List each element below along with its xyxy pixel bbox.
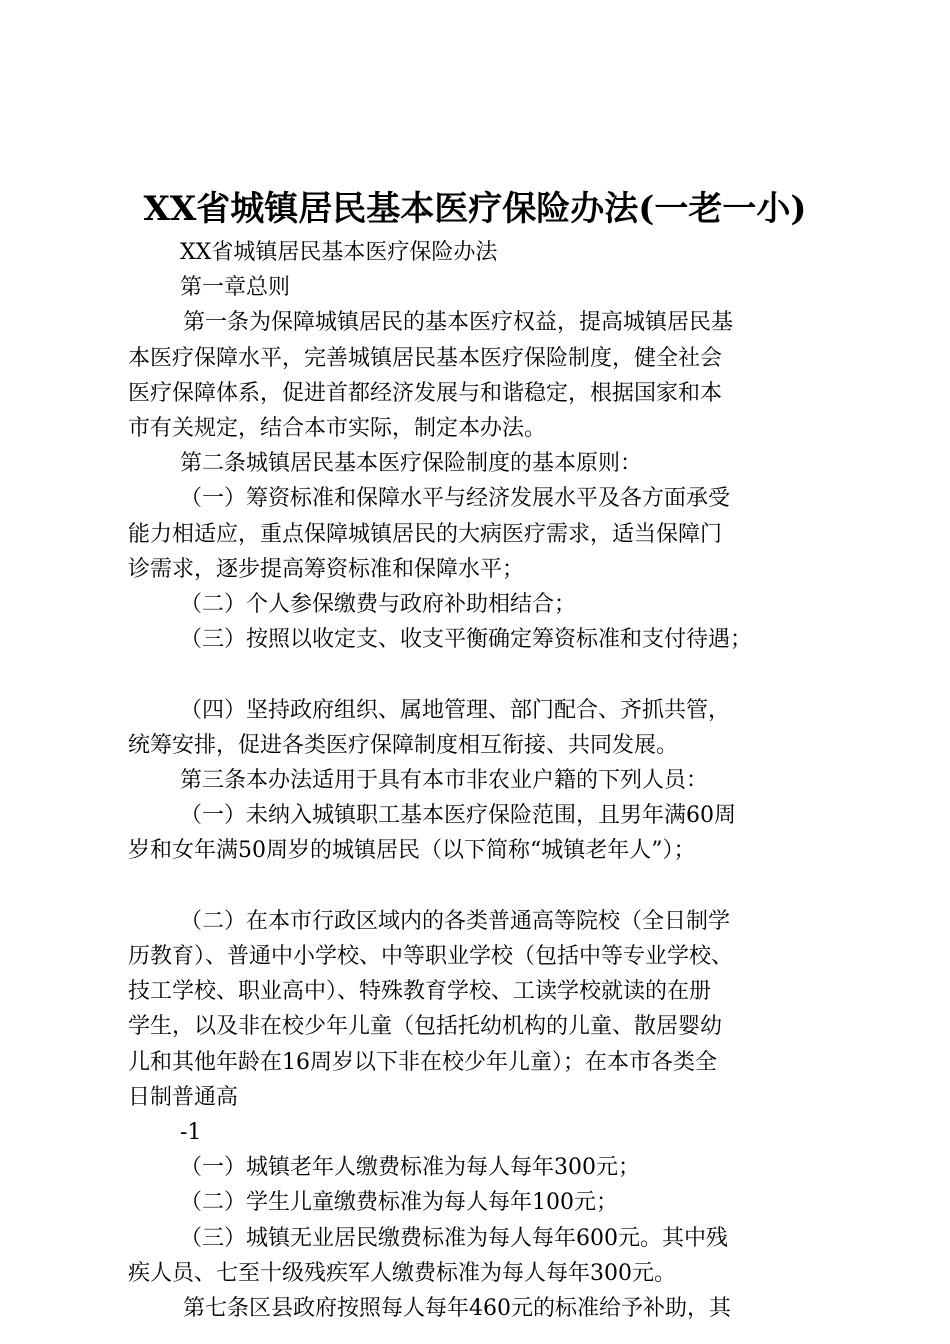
paragraph-line: （一）筹资标准和保障水平与经济发展水平及各方面承受	[180, 486, 731, 512]
paragraph-line: 历教育）、普通中小学校、中等职业学校（包括中等专业学校、	[128, 944, 734, 970]
blank-line	[128, 869, 848, 904]
paragraph-line: 第三条本办法适用于具有本市非农业户籍的下列人员：	[180, 768, 709, 794]
paragraph-line: （二）学生儿童缴费标准为每人每年100元；	[180, 1190, 618, 1216]
page-marker: -1	[180, 1120, 202, 1146]
paragraph-line: （三）按照以收定支、收支平衡确定筹资标准和支付待遇；	[180, 627, 753, 653]
paragraph-line: 第七条区县政府按照每人每年460元的标准给予补助，其	[183, 1296, 731, 1322]
document-subtitle: XX省城镇居民基本医疗保险办法	[180, 240, 498, 265]
chapter-heading: 第一章总则	[180, 275, 291, 301]
paragraph-line: 第一条为保障城镇居民的基本医疗权益，提高城镇居民基	[183, 310, 734, 336]
paragraph-line: 诊需求，逐步提高筹资标准和保障水平；	[128, 556, 525, 582]
paragraph-line: （一）城镇老年人缴费标准为每人每年300元；	[180, 1155, 640, 1181]
paragraph-line: 学生，以及非在校少年儿童（包括托幼机构的儿童、散居婴幼	[128, 1014, 723, 1040]
paragraph-line: 日制普通高	[128, 1084, 239, 1110]
paragraph-line: 儿和其他年龄在16周岁以下非在校少年儿童）；在本市各类全	[128, 1049, 717, 1075]
paragraph-line: （三）城镇无业居民缴费标准为每人每年600元。其中残	[180, 1225, 728, 1251]
paragraph-line: 医疗保障体系，促进首都经济发展与和谐稳定，根据国家和本	[128, 380, 723, 406]
paragraph-line: 本医疗保障水平，完善城镇居民基本医疗保险制度，健全社会	[128, 345, 723, 371]
paragraph-line: （二）在本市行政区域内的各类普通高等院校（全日制学	[180, 908, 731, 934]
document-body	[128, 235, 848, 1326]
paragraph-line: 统筹安排，促进各类医疗保障制度相互衔接、共同发展。	[128, 732, 679, 758]
paragraph-line: 能力相适应，重点保障城镇居民的大病医疗需求，适当保障门	[128, 521, 723, 547]
blank-line	[128, 657, 848, 692]
paragraph-line: （四）坚持政府组织、属地管理、部门配合、齐抓共管，	[180, 697, 731, 723]
paragraph-line: （二）个人参保缴费与政府补助相结合；	[180, 592, 577, 618]
paragraph-line: 市有关规定，结合本市实际，制定本办法。	[128, 416, 547, 442]
paragraph-line: 技工学校、职业高中）、特殊教育学校、工读学校就读的在册	[128, 979, 712, 1005]
paragraph-line: 疾人员、七至十级残疾军人缴费标准为每人每年300元。	[128, 1260, 676, 1286]
paragraph-line: 第二条城镇居民基本医疗保险制度的基本原则：	[180, 451, 643, 477]
paragraph-line: （一）未纳入城镇职工基本医疗保险范围，且男年满60周	[180, 803, 736, 829]
paragraph-line: 岁和女年满50周岁的城镇居民（以下简称“城镇老年人”）；	[128, 838, 696, 864]
document-title: XX省城镇居民基本医疗保险办法(一老一小)	[143, 189, 807, 229]
